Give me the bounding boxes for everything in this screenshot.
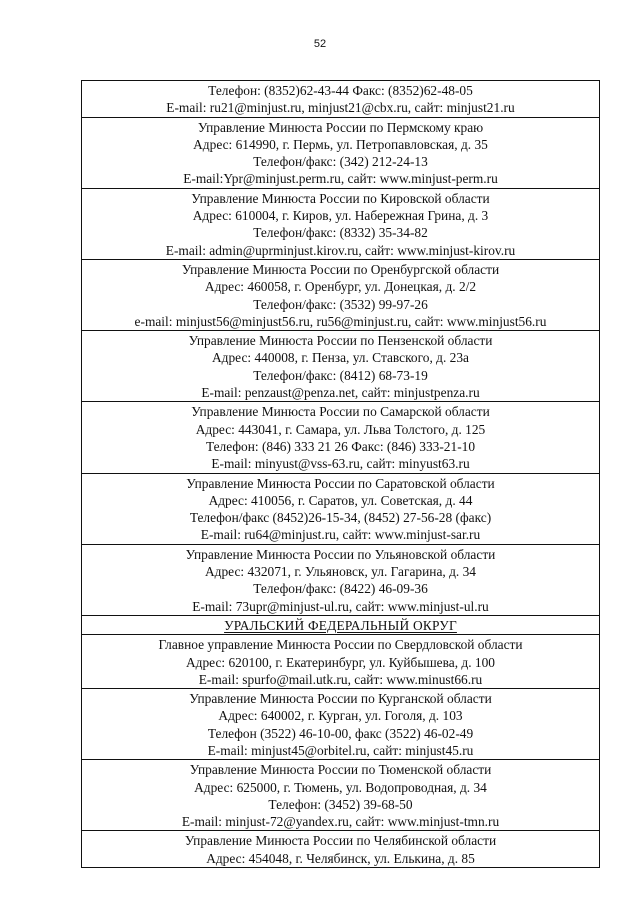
- office-entry: [82, 688, 599, 759]
- entry-line: Телефон/факс: (8422) 46-09-36: [253, 581, 428, 597]
- entry-line: E-mail: minyust@vss-63.ru, сайт: minyust63.ru: [211, 456, 470, 472]
- entry-line: Управление Минюста России по Тюменской области: [189, 762, 492, 778]
- office-entry: [82, 330, 599, 401]
- region-header: [82, 615, 599, 634]
- entry-line: E-mail: ru21@minjust.ru, minjust21@cbx.ru, сайт: minjust21.ru: [166, 100, 515, 116]
- entry-line: Телефон/факс (8452)26-15-34, (8452) 27-56-28 (факс): [189, 510, 492, 526]
- entry-line: Адрес: 410056, г. Саратов, ул. Советская, д. 44: [208, 492, 473, 508]
- entry-line: Управление Минюста России по Курганской области: [189, 691, 492, 707]
- office-entry: [82, 544, 599, 615]
- entry-line: Управление Минюста России по Саратовской области: [186, 475, 495, 491]
- entry-line: Управление Минюста России по Ульяновской области: [185, 546, 496, 562]
- entry-line: Адрес: 432071, г. Ульяновск, ул. Гагарина, д. 34: [204, 564, 476, 580]
- entry-line: Телефон/факс: (342) 212-24-13: [253, 154, 428, 170]
- entry-line: Адрес: 625000, г. Тюмень, ул. Водопроводная, д. 34: [194, 779, 487, 795]
- office-entry: [82, 80, 599, 117]
- entry-line: Телефон: (3452) 39-68-50: [268, 796, 413, 812]
- office-entry: [82, 634, 599, 688]
- entry-line: Телефон/факс: (8332) 35-34-82: [253, 225, 428, 241]
- entry-line: Адрес: 610004, г. Киров, ул. Набережная Грина, д. 3: [192, 208, 489, 224]
- office-entry: [82, 401, 599, 472]
- entry-line: E-mail: spurfo@mail.utk.ru, сайт: www.minust66.ru: [198, 671, 483, 687]
- entry-line: E-mail: 73upr@minjust-ul.ru, сайт: www.minjust-ul.ru: [192, 598, 489, 614]
- entry-line: Управление Минюста России по Пермскому краю: [197, 119, 484, 135]
- entry-line: E-mail:Ypr@minjust.perm.ru, сайт: www.minjust-perm.ru: [183, 171, 498, 187]
- entry-line: Телефон: (846) 333 21 26 Факс: (846) 333-21-10: [205, 438, 476, 454]
- office-entry: [82, 759, 599, 830]
- entry-line: E-mail: ru64@minjust.ru, сайт: www.minjust-sar.ru: [200, 527, 481, 543]
- entry-line: Телефон: (8352)62-43-44 Факс: (8352)62-48-05: [208, 83, 473, 98]
- office-entry: [82, 473, 599, 544]
- entry-line: Главное управление Минюста России по Свердловской области: [158, 637, 523, 653]
- entry-line: Адрес: 460058, г. Оренбург, ул. Донецкая, д. 2/2: [204, 279, 477, 295]
- directory-table: [81, 80, 600, 868]
- office-entry: [82, 259, 599, 330]
- entry-line: Адрес: 614990, г. Пермь, ул. Петропавловская, д. 35: [193, 136, 488, 152]
- entry-line: E-mail: penzaust@penza.net, сайт: minjustpenza.ru: [201, 385, 480, 401]
- page-number: 52: [313, 38, 327, 50]
- entry-line: Управление Минюста России по Кировской области: [191, 190, 490, 206]
- entry-line: Адрес: 620100, г. Екатеринбург, ул. Куйбышева, д. 100: [186, 654, 495, 670]
- entry-line: E-mail: minjust45@orbitel.ru, сайт: minjust45.ru: [207, 742, 474, 758]
- entry-line: Адрес: 640002, г. Курган, ул. Гоголя, д. 103: [218, 708, 463, 724]
- office-entry: [82, 188, 599, 259]
- entry-line: Телефон/факс: (8412) 68-73-19: [253, 367, 428, 383]
- entry-line: Адрес: 443041, г. Самара, ул. Льва Толстого, д. 125: [195, 421, 486, 437]
- entry-line: Адрес: 454048, г. Челябинск, ул. Елькина, д. 85: [206, 850, 475, 866]
- entry-line: Управление Минюста России по Пензенской области: [188, 333, 493, 349]
- entry-line: E-mail: minjust-72@yandex.ru, сайт: www.minjust-tmn.ru: [181, 814, 500, 830]
- office-entry: [82, 117, 599, 188]
- entry-line: Телефон/факс: (3532) 99-97-26: [253, 296, 428, 312]
- entry-line: Управление Минюста России по Челябинской области: [184, 833, 497, 849]
- entry-line: Управление Минюста России по Оренбургской области: [181, 261, 500, 277]
- region-title: УРАЛЬСКИЙ ФЕДЕРАЛЬНЫЙ ОКРУГ: [224, 617, 457, 633]
- office-entry: [82, 830, 599, 867]
- entry-line: Адрес: 440008, г. Пенза, ул. Ставского, д. 23а: [211, 350, 470, 366]
- entry-line: Телефон (3522) 46-10-00, факс (3522) 46-02-49: [207, 725, 474, 741]
- entry-line: Управление Минюста России по Самарской области: [191, 404, 490, 420]
- entry-line: e-mail: minjust56@minjust56.ru, ru56@minjust.ru, сайт: www.minjust56.ru: [134, 313, 547, 329]
- entry-line: E-mail: admin@uprminjust.kirov.ru, сайт: www.minjust-kirov.ru: [165, 242, 516, 258]
